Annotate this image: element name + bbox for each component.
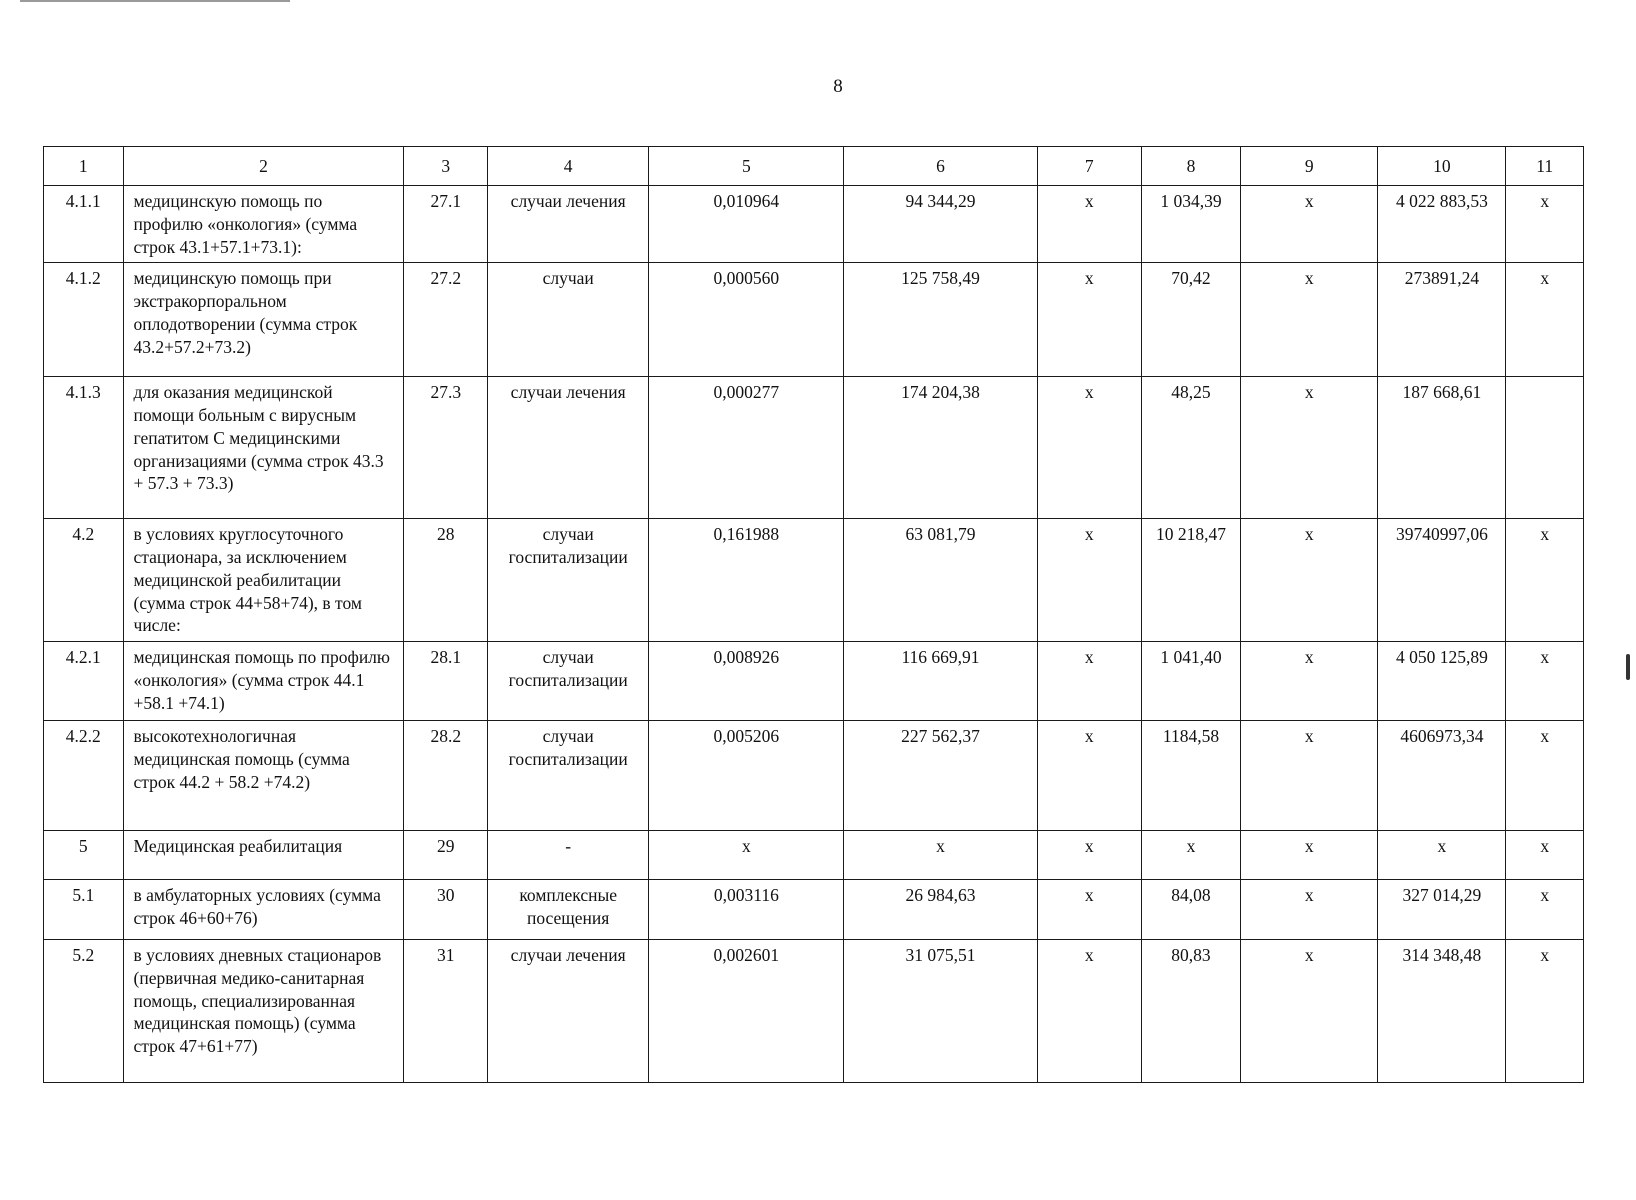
header-cell: 4 [488, 147, 649, 186]
row-number-cell: 5.1 [44, 880, 124, 940]
row-col10-cell: 39740997,06 [1378, 519, 1506, 642]
row-unit-cell: случаи [488, 263, 649, 377]
row-line-code-cell: 28 [404, 519, 488, 642]
table-row [44, 263, 1584, 377]
row-col10-cell: 4 022 883,53 [1378, 186, 1506, 263]
row-col11-cell: х [1506, 263, 1584, 377]
table-row [44, 642, 1584, 721]
row-line-code-cell: 28.1 [404, 642, 488, 721]
table-row [44, 831, 1584, 880]
row-col6-cell: 31 075,51 [844, 940, 1037, 1083]
header-cell: 7 [1037, 147, 1141, 186]
row-description-cell: в условиях дневных стационаров (первичная медико-санитарная помощь, специализированная медицинская помощь) (сумма строк 47+61+77) [123, 940, 404, 1083]
row-col5-cell: 0,161988 [649, 519, 844, 642]
row-description-cell: высокотехнологичная медицинская помощь (сумма строк 44.2 + 58.2 +74.2) [123, 721, 404, 831]
row-description-cell: в условиях круглосуточного стационара, за исключением медицинской реабилитации (сумма строк 44+58+74), в том числе: [123, 519, 404, 642]
row-description-cell: для оказания медицинской помощи больным с вирусным гепатитом С медицинскими организациями (сумма строк 43.3 + 57.3 + 73.3) [123, 377, 404, 519]
table-row [44, 519, 1584, 642]
row-number-cell: 5 [44, 831, 124, 880]
row-col9-cell: х [1241, 880, 1378, 940]
row-col5-cell: 0,000277 [649, 377, 844, 519]
row-col5-cell: 0,002601 [649, 940, 844, 1083]
row-col10-cell: 314 348,48 [1378, 940, 1506, 1083]
header-cell: 10 [1378, 147, 1506, 186]
row-col11-cell: х [1506, 721, 1584, 831]
row-col7-cell: х [1037, 377, 1141, 519]
row-col9-cell: х [1241, 377, 1378, 519]
row-col6-cell: 63 081,79 [844, 519, 1037, 642]
row-col11-cell: х [1506, 519, 1584, 642]
table-row [44, 186, 1584, 263]
row-number-cell: 4.1.3 [44, 377, 124, 519]
row-unit-cell: случаи лечения [488, 940, 649, 1083]
table-row [44, 721, 1584, 831]
row-number-cell: 4.1.2 [44, 263, 124, 377]
row-unit-cell: - [488, 831, 649, 880]
row-line-code-cell: 31 [404, 940, 488, 1083]
row-col7-cell: х [1037, 940, 1141, 1083]
row-col8-cell: 1184,58 [1141, 721, 1240, 831]
row-col5-cell: х [649, 831, 844, 880]
row-col7-cell: х [1037, 642, 1141, 721]
header-cell: 9 [1241, 147, 1378, 186]
row-col7-cell: х [1037, 519, 1141, 642]
header-cell: 6 [844, 147, 1037, 186]
row-col6-cell: х [844, 831, 1037, 880]
row-col5-cell: 0,000560 [649, 263, 844, 377]
row-col11-cell: х [1506, 940, 1584, 1083]
row-description-cell: медицинскую помощь по профилю «онкология» (сумма строк 43.1+57.1+73.1): [123, 186, 404, 263]
row-col8-cell: 48,25 [1141, 377, 1240, 519]
table-row [44, 940, 1584, 1083]
row-col11-cell: х [1506, 831, 1584, 880]
row-number-cell: 4.2 [44, 519, 124, 642]
scan-top-rule [20, 0, 290, 2]
row-col8-cell: 70,42 [1141, 263, 1240, 377]
row-col9-cell: х [1241, 263, 1378, 377]
row-number-cell: 4.2.2 [44, 721, 124, 831]
header-cell: 1 [44, 147, 124, 186]
table-row [44, 377, 1584, 519]
row-number-cell: 4.2.1 [44, 642, 124, 721]
row-col10-cell: 4606973,34 [1378, 721, 1506, 831]
row-col8-cell: х [1141, 831, 1240, 880]
row-col9-cell: х [1241, 721, 1378, 831]
header-cell: 8 [1141, 147, 1240, 186]
table-row [44, 880, 1584, 940]
row-line-code-cell: 28.2 [404, 721, 488, 831]
row-col5-cell: 0,010964 [649, 186, 844, 263]
row-number-cell: 5.2 [44, 940, 124, 1083]
row-description-cell: Медицинская реабилитация [123, 831, 404, 880]
header-cell: 5 [649, 147, 844, 186]
row-col9-cell: х [1241, 186, 1378, 263]
row-col8-cell: 84,08 [1141, 880, 1240, 940]
row-unit-cell: случаи лечения [488, 186, 649, 263]
row-col10-cell: 273891,24 [1378, 263, 1506, 377]
row-col8-cell: 80,83 [1141, 940, 1240, 1083]
row-col5-cell: 0,003116 [649, 880, 844, 940]
row-col7-cell: х [1037, 721, 1141, 831]
row-col10-cell: 187 668,61 [1378, 377, 1506, 519]
row-unit-cell: случаи госпитализации [488, 721, 649, 831]
row-col7-cell: х [1037, 831, 1141, 880]
row-col11-cell: х [1506, 186, 1584, 263]
row-unit-cell: комплексные посещения [488, 880, 649, 940]
row-col11-cell: х [1506, 880, 1584, 940]
row-col9-cell: х [1241, 642, 1378, 721]
row-line-code-cell: 29 [404, 831, 488, 880]
header-cell: 2 [123, 147, 404, 186]
row-col6-cell: 116 669,91 [844, 642, 1037, 721]
row-col10-cell: х [1378, 831, 1506, 880]
row-col10-cell: 327 014,29 [1378, 880, 1506, 940]
row-col6-cell: 26 984,63 [844, 880, 1037, 940]
table-header-row [44, 147, 1584, 186]
row-col9-cell: х [1241, 519, 1378, 642]
page-number: 8 [833, 76, 843, 97]
row-col8-cell: 1 041,40 [1141, 642, 1240, 721]
row-col10-cell: 4 050 125,89 [1378, 642, 1506, 721]
row-col7-cell: х [1037, 186, 1141, 263]
row-col8-cell: 10 218,47 [1141, 519, 1240, 642]
scan-edge-mark [1626, 654, 1630, 680]
data-table [43, 146, 1584, 1083]
row-col9-cell: х [1241, 940, 1378, 1083]
row-col11-cell: х [1506, 642, 1584, 721]
header-cell: 11 [1506, 147, 1584, 186]
row-col6-cell: 125 758,49 [844, 263, 1037, 377]
row-line-code-cell: 27.3 [404, 377, 488, 519]
row-number-cell: 4.1.1 [44, 186, 124, 263]
row-unit-cell: случаи госпитализации [488, 642, 649, 721]
row-col7-cell: х [1037, 263, 1141, 377]
row-col6-cell: 174 204,38 [844, 377, 1037, 519]
row-col9-cell: х [1241, 831, 1378, 880]
row-col5-cell: 0,005206 [649, 721, 844, 831]
row-col11-cell [1506, 377, 1584, 519]
row-line-code-cell: 27.2 [404, 263, 488, 377]
row-col7-cell: х [1037, 880, 1141, 940]
row-unit-cell: случаи лечения [488, 377, 649, 519]
row-description-cell: в амбулаторных условиях (сумма строк 46+60+76) [123, 880, 404, 940]
row-unit-cell: случаи госпитализации [488, 519, 649, 642]
row-col5-cell: 0,008926 [649, 642, 844, 721]
row-col6-cell: 227 562,37 [844, 721, 1037, 831]
table-container [43, 146, 1584, 1083]
row-description-cell: медицинскую помощь при экстракорпоральном оплодотворении (сумма строк 43.2+57.2+73.2) [123, 263, 404, 377]
header-cell: 3 [404, 147, 488, 186]
row-col8-cell: 1 034,39 [1141, 186, 1240, 263]
row-col6-cell: 94 344,29 [844, 186, 1037, 263]
row-line-code-cell: 27.1 [404, 186, 488, 263]
row-description-cell: медицинская помощь по профилю «онкология» (сумма строк 44.1 +58.1 +74.1) [123, 642, 404, 721]
row-line-code-cell: 30 [404, 880, 488, 940]
